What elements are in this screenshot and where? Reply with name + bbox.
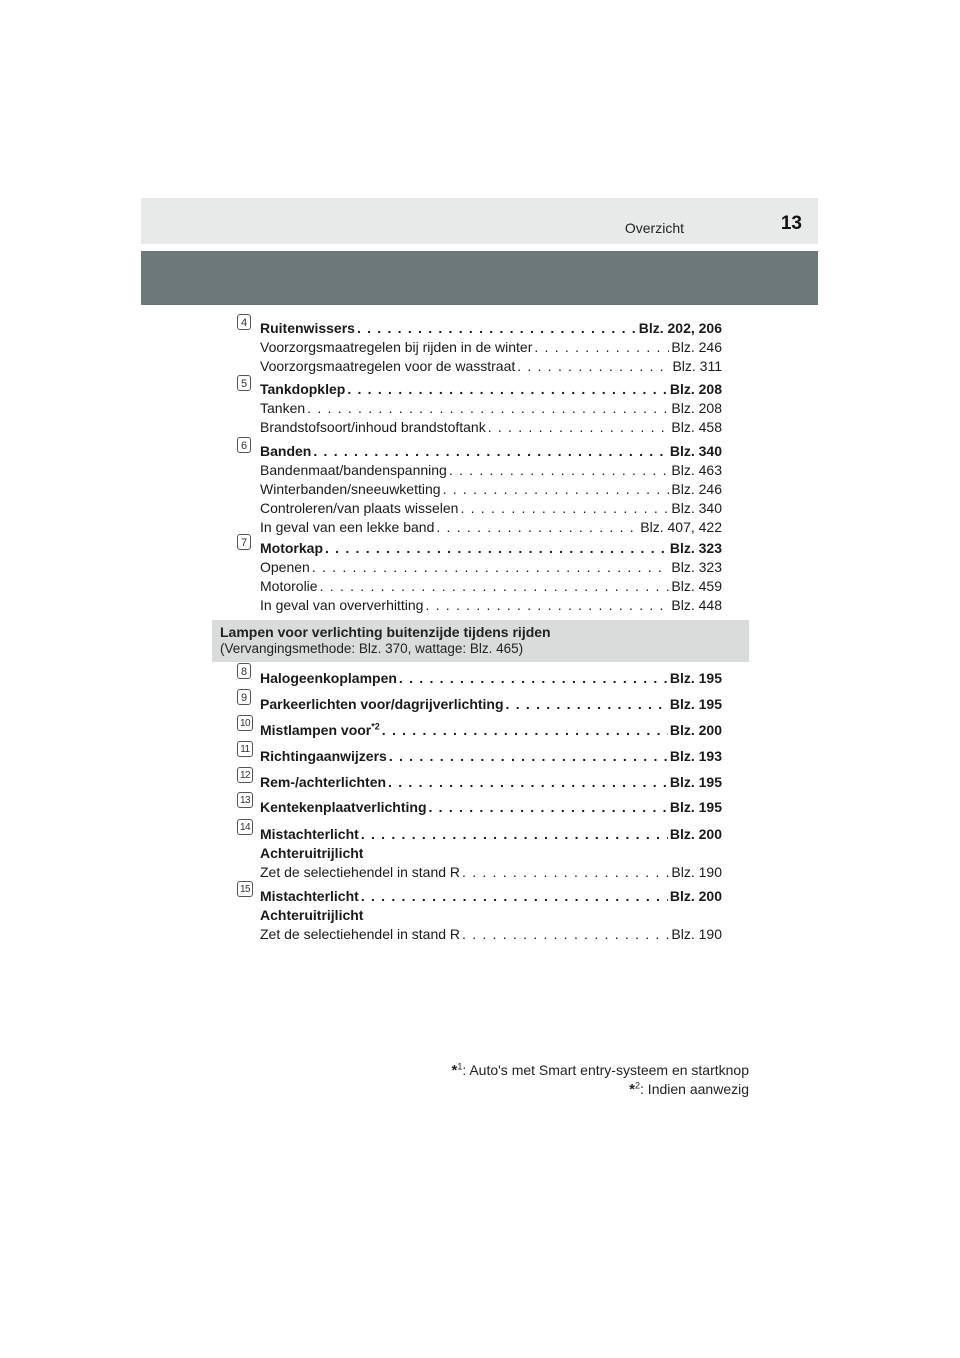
sub-entry [260,461,722,479]
entry-label: Voorzorgsmaatregelen bij rijden in de winter [260,339,533,355]
leader-dots [517,357,670,375]
entry-label: Mistlampen voor$^{*2}$ [260,721,380,738]
leader-dots [436,518,638,536]
page-reference: Blz. 340 [671,500,722,516]
page-reference: Blz. 208 [671,400,722,416]
entry-label: Winterbanden/sneeuwketting [260,481,441,497]
item-number-badge: 7 [237,534,251,550]
entry-label: Voorzorgsmaatregelen voor de wasstraat [260,358,516,374]
leader-dots [357,319,637,337]
page-reference: Blz. 458 [671,419,722,435]
page-reference: Blz. 323 [671,559,722,575]
page-reference: Blz. 200 [669,888,722,904]
footnotes [451,1061,749,1099]
section-box-lamps [212,620,749,662]
lamp-entry-5 [260,798,722,816]
page-reference: Blz. 200 [669,826,722,842]
footnote-1: *$^1$: Auto's met Smart entry-systeem en startknop [451,1061,749,1079]
header-band [141,251,818,305]
leader-dots [320,577,670,595]
entry-label: Richtingaanwijzers [260,748,387,764]
leader-dots [388,773,668,791]
entry-1 [260,380,722,398]
page-reference: Blz. 407, 422 [640,519,722,535]
sub-entry [260,577,722,595]
item-number-badge: 14 [237,819,253,835]
page-title: Overzicht [624,220,684,236]
entry-label: Tankdopklep [260,381,346,397]
item-number-badge: 12 [237,767,253,783]
item-number-badge: 4 [237,314,251,330]
item-number-badge: 6 [237,437,251,453]
footnote-2: *$^2$: Indien aanwezig [629,1080,749,1098]
leader-dots [534,338,669,356]
entry-label: Parkeerlichten voor/dagrijverlichting [260,696,504,712]
leader-dots [506,695,668,713]
sub-entry [260,863,722,881]
section-subtitle: (Vervangingsmethode: Blz. 370, wattage: Blz. 465) [220,641,524,656]
page-reference: Blz. 323 [669,540,722,556]
page-reference: Blz. 200 [669,722,722,738]
sub-entry [260,558,722,576]
leader-dots [307,399,669,417]
lamp-entry-7 [260,887,722,905]
leader-dots [462,925,669,943]
lamp-entry-2 [260,721,722,739]
item-number-badge: 13 [237,792,253,808]
entry-extra-title: Achteruitrijlicht [260,845,364,861]
sub-entry [260,418,722,436]
entry-label: Bandenmaat/bandenspanning [260,462,447,478]
page-reference: Blz. 190 [671,864,722,880]
item-number-badge: 10 [237,715,253,731]
leader-dots [462,863,669,881]
item-number-badge: 11 [237,741,253,757]
page-reference: Blz. 448 [671,597,722,613]
lamp-entry-6 [260,825,722,843]
leader-dots [382,721,668,739]
sub-entry [260,338,722,356]
leader-dots [429,798,668,816]
lamp-entry-1 [260,695,722,713]
leader-dots [399,669,668,687]
item-number-badge: 15 [237,881,253,897]
page-reference: Blz. 195 [669,670,722,686]
leader-dots [325,539,668,557]
sub-entry [260,357,722,375]
leader-dots [312,558,670,576]
entry-label: Tanken [260,400,306,416]
footnote-marker: *2 [371,721,380,732]
entry-label: Motorolie [260,578,318,594]
lamp-entry-3 [260,747,722,765]
sub-entry [260,399,722,417]
entry-label: Openen [260,559,310,575]
entry-label: Zet de selectiehendel in stand R [260,926,461,942]
entry-label: In geval van oververhitting [260,597,424,613]
page-reference: Blz. 195 [669,696,722,712]
entry-label: Zet de selectiehendel in stand R [260,864,461,880]
entry-label: Controleren/van plaats wisselen [260,500,459,516]
sub-entry [260,518,722,536]
leader-dots [389,747,668,765]
lamp-entry-0 [260,669,722,687]
page-reference: Blz. 208 [669,381,722,397]
page-number: 13 [780,213,802,234]
sub-entry [260,480,722,498]
leader-dots [488,418,670,436]
page-reference: Blz. 459 [671,578,722,594]
leader-dots [443,480,670,498]
entry-label: Mistachterlicht [260,888,359,904]
leader-dots [347,380,668,398]
sub-entry [260,499,722,517]
page-reference: Blz. 340 [669,443,722,459]
entry-label: Banden [260,443,312,459]
leader-dots [313,442,668,460]
entry-2 [260,442,722,460]
entry-3 [260,539,722,557]
entry-0 [260,319,722,337]
page-reference: Blz. 463 [671,462,722,478]
item-number-badge: 8 [237,663,251,679]
page-reference: Blz. 195 [669,799,722,815]
page-reference: Blz. 195 [669,774,722,790]
entry-label: Motorkap [260,540,323,556]
entry-label: Brandstofsoort/inhoud brandstoftank [260,419,486,435]
entry-label: In geval van een lekke band [260,519,435,535]
item-number-badge: 5 [237,375,251,391]
page-reference: Blz. 246 [671,339,722,355]
leader-dots [449,461,670,479]
lamp-entry-4 [260,773,722,791]
entry-label: Ruitenwissers [260,320,355,336]
leader-dots [361,887,668,905]
page-reference: Blz. 202, 206 [638,320,722,336]
entry-label: Mistachterlicht [260,826,359,842]
entry-label: Rem-/achterlichten [260,774,387,790]
entry-label: Halogeenkoplampen [260,670,397,686]
leader-dots [425,596,669,614]
leader-dots [361,825,668,843]
page-reference: Blz. 190 [671,926,722,942]
item-number-badge: 9 [237,689,251,705]
page-reference: Blz. 311 [672,358,722,374]
sub-entry [260,925,722,943]
page-reference: Blz. 193 [669,748,722,764]
sub-entry [260,596,722,614]
page-reference: Blz. 246 [671,481,722,497]
header-bar [141,198,818,244]
entry-extra-title: Achteruitrijlicht [260,907,364,923]
entry-label: Kentekenplaatverlichting [260,799,427,815]
leader-dots [460,499,669,517]
section-title: Lampen voor verlichting buitenzijde tijdens rijden [220,624,551,640]
